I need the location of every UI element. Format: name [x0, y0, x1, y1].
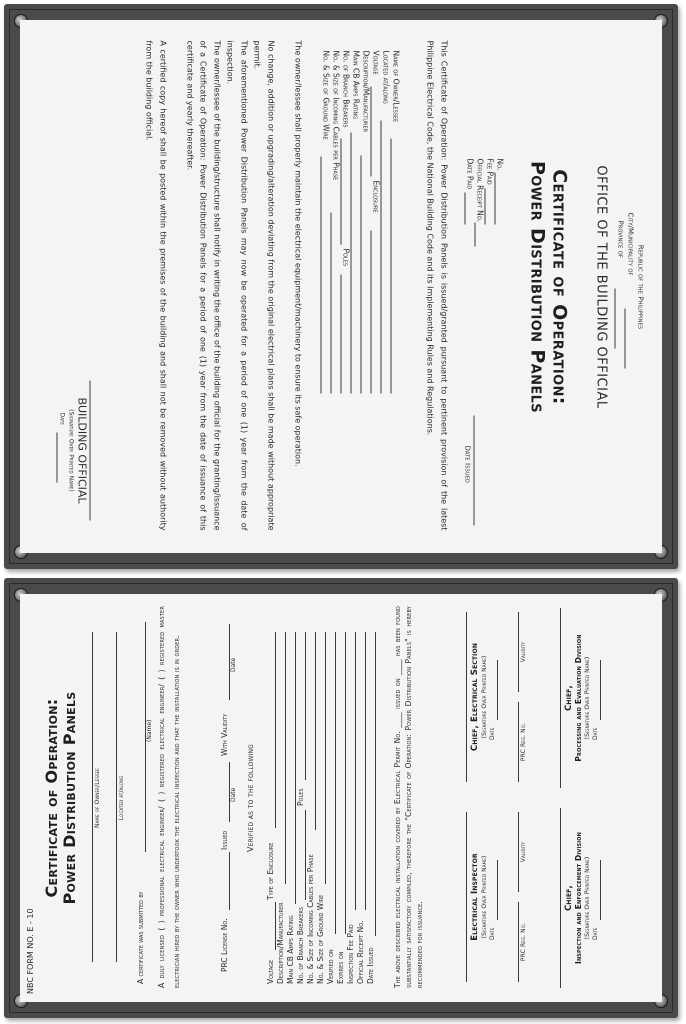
- owner-caption: Name of Owner/Lessee: [94, 768, 101, 828]
- ground-blank: [325, 632, 326, 884]
- date-label: Date: [58, 412, 65, 425]
- receipt-field: Official Receipt No.: [475, 158, 484, 222]
- section-prc-label: PRC Reg. No.: [520, 722, 527, 762]
- section-chief-label: Chief, Electrical Section: [470, 642, 480, 752]
- branch-field: No. of Branch Breakers: [296, 906, 305, 984]
- pe-chief-label: Chief,: [564, 685, 574, 711]
- validity-field: With Validity: [220, 713, 229, 756]
- inspector-validity-line: [518, 812, 519, 892]
- receipt-blank: [474, 222, 475, 246]
- section-prc-line: [518, 702, 519, 782]
- date-issued-label: Date Issued: [463, 445, 471, 483]
- section-sig-caption: (Signature Over Printed Name): [481, 655, 488, 739]
- pe-date-label: Date: [592, 727, 599, 740]
- inspector-date-blank: [497, 860, 498, 920]
- date-issued-blank: [375, 632, 376, 936]
- ie-date-label: Date: [592, 927, 599, 940]
- validity-date-caption: Date: [230, 657, 237, 672]
- pe-division-label: Processing and Evaluation Division: [574, 634, 583, 762]
- owner-blank: [390, 138, 391, 393]
- duly-licensed-paragraph: A duly licensed ( ) professional electrical engineer/ ( ) registered electrical engineer/ ( ) registered master electrician hired by the owner who undertook the electrical inspection and that the installation is in order.: [157, 606, 181, 988]
- description-blank: [360, 155, 361, 393]
- date-blank: [56, 432, 57, 482]
- inspector-signature-line: [466, 812, 467, 982]
- voltage-field: Voltage: [266, 959, 275, 984]
- poles-field: Poles: [341, 248, 350, 266]
- verified-heading: Verified as to the following: [246, 744, 255, 852]
- body-paragraph-3: The aforementioned Power Distribution Panels may now be operated for a period of one (1) year from the date of inspection.: [225, 40, 248, 530]
- body-paragraph-4: The owner/lessee of the building/structure shall notify in writing the office of the building official for the granting/issuance of a Certificate of Operation: Power Distribution Panels for a period of one (1) year from the date of issuance of this certificate and yearly thereafter.: [185, 40, 221, 530]
- certificate-title-2: Power Distribution Panels: [526, 160, 548, 413]
- submitted-by: A certificate was submitted by: [136, 891, 145, 984]
- front-paper: [20, 20, 662, 553]
- building-official-label: BUILDING OFFICIAL: [75, 396, 88, 504]
- date-issued-field: Date Issued: [366, 947, 375, 984]
- main-cb-field: Main CB Amps Rating: [351, 50, 360, 119]
- fee-paid-field: Fee Paid: [485, 158, 494, 185]
- date-paid-field: Date Paid: [465, 158, 474, 189]
- back-title-2: Power Distribution Panels: [60, 691, 79, 905]
- receipt-blank: [365, 632, 366, 910]
- owner-blank: [92, 632, 93, 962]
- inspector-sig-caption: (Signature Over Printed Name): [481, 855, 488, 939]
- body-paragraph-1: The owner/lessee shall properly maintain the electrical equipment/machinery to ensure its safe operation.: [293, 40, 302, 467]
- name-caption: (Name): [146, 719, 153, 742]
- back-content: [20, 594, 662, 1002]
- ie-chief-label: Chief,: [564, 885, 574, 911]
- ie-division-label: Inspection and Enforcement Division: [574, 832, 583, 964]
- verified-on-blank: [335, 632, 336, 934]
- issued-date-caption: Date: [230, 787, 237, 802]
- issued-field: Issued: [220, 830, 229, 850]
- inspector-label: Electrical Inspector: [470, 853, 480, 941]
- inspector-validity-label: Validity: [520, 841, 527, 863]
- poles-field: Poles: [296, 788, 305, 806]
- back-title-1: Certificate of Operation:: [42, 698, 61, 898]
- enclosure-field: Type of Enclosure: [266, 842, 275, 900]
- voltage-field: Voltage: [371, 50, 380, 75]
- ground-field: No. & Size of Ground Wire: [316, 894, 325, 984]
- section-date-blank: [497, 660, 498, 720]
- signature-caption: (Signature Over Printed Name): [67, 408, 74, 492]
- expires-on-blank: [345, 632, 346, 934]
- no-field: No.: [495, 158, 504, 170]
- prc-license: PRC License No.: [220, 918, 229, 972]
- inspector-prc-line: [518, 902, 519, 982]
- branch-field: No. of Branch Breakers: [341, 50, 350, 128]
- cables-blank: [330, 212, 331, 393]
- certificate-back-card: [4, 578, 678, 1018]
- enclosure-blank: [370, 230, 371, 393]
- date-issued-blank: [473, 415, 474, 525]
- front-content: [20, 20, 662, 553]
- section-signature-line: [466, 612, 467, 782]
- located-field: Located at/along: [381, 50, 390, 104]
- intro-paragraph: This Certificate of Operation: Power Distribution Panels is issued/granted pursuant to pertinent provision of the latest Philippine Electrical Code, the National Building Code and its Implementing Rules and Regulations.: [425, 40, 448, 530]
- province-blank: [614, 288, 615, 348]
- recommendation-paragraph: The above described electrical installation covered by Electrical Permit No. ____ issued on ____ has been found substantially satisfactory compiled, therefore the "Certificate of Operation: Power Distribution Panels" is hereby recommended for issuance.: [393, 606, 424, 988]
- body-paragraph-2: No change, addition or upgrading/alteration deviating from the original electrical plans shall be made without appropriate permit.: [252, 40, 275, 530]
- certificate-title-1: Certificate of Operation:: [548, 168, 570, 405]
- section-date-label: Date: [489, 727, 496, 740]
- inspector-prc-label: PRC Reg. No.: [520, 922, 527, 962]
- located-blank: [380, 120, 381, 393]
- city-line: City/Municipality of: [626, 212, 634, 276]
- ground-field: No. & Size of Ground Wire: [321, 50, 330, 140]
- date-paid-blank: [464, 192, 465, 224]
- form-number: NBC FORM NO. E - 10: [26, 908, 35, 994]
- inspector-date-label: Date: [489, 927, 496, 940]
- province-line: Province of: [616, 220, 624, 258]
- enclosure-field: Enclosure: [371, 180, 380, 212]
- cables-field: No. & Size of Incoming Cables per Phase: [331, 50, 340, 180]
- cables-field: No. & Size of Incoming Cables per Phase: [306, 854, 315, 984]
- ie-date-blank: [600, 860, 601, 920]
- inspection-fee-blank: [355, 632, 356, 910]
- body-paragraph-5: A certified copy hereof shall be posted within the premises of the building and shall not be removed without authority from the building official.: [144, 40, 167, 530]
- receipt-field: Official Receipt No.: [356, 920, 365, 984]
- main-cb-field: Main CB Amps Rating: [286, 915, 295, 984]
- republic-line: Republic of the Philippines: [636, 244, 644, 329]
- poles-blank: [340, 274, 341, 393]
- prc-blank: [229, 852, 230, 910]
- owner-field: Name of Owner/Lessee: [391, 50, 400, 122]
- poles-blank: [305, 632, 306, 780]
- pe-date-blank: [600, 660, 601, 720]
- located-caption: Located at/along: [118, 775, 125, 821]
- section-validity-line: [518, 612, 519, 692]
- description-field: Description/Manufacturer: [276, 902, 285, 984]
- city-blank: [624, 308, 625, 368]
- pe-signature-line: [560, 608, 561, 788]
- enclosure-blank: [275, 632, 276, 828]
- cables-blank: [315, 632, 316, 830]
- ground-blank: [320, 156, 321, 393]
- section-validity-label: Validity: [520, 641, 527, 663]
- official-signature-line: [89, 380, 90, 520]
- main-cb-blank: [295, 632, 296, 904]
- office-title: OFFICE OF THE BUILDING OFFICIAL: [593, 164, 608, 409]
- located-blank: [116, 632, 117, 962]
- verified-on-field: Verified on: [326, 949, 335, 984]
- inspection-fee-field: Inspection Fee Paid: [346, 924, 355, 984]
- description-blank: [285, 632, 286, 884]
- description-field: Description/Manufacturer: [361, 50, 370, 132]
- expires-on-field: Expires on: [336, 951, 345, 984]
- pe-sig-caption: (Signature Over Printed Name): [584, 656, 591, 740]
- ie-sig-caption: (Signature Over Printed Name): [584, 856, 591, 940]
- ie-signature-line: [560, 808, 561, 988]
- back-paper: [20, 594, 662, 1002]
- certificate-front-card: [4, 4, 678, 569]
